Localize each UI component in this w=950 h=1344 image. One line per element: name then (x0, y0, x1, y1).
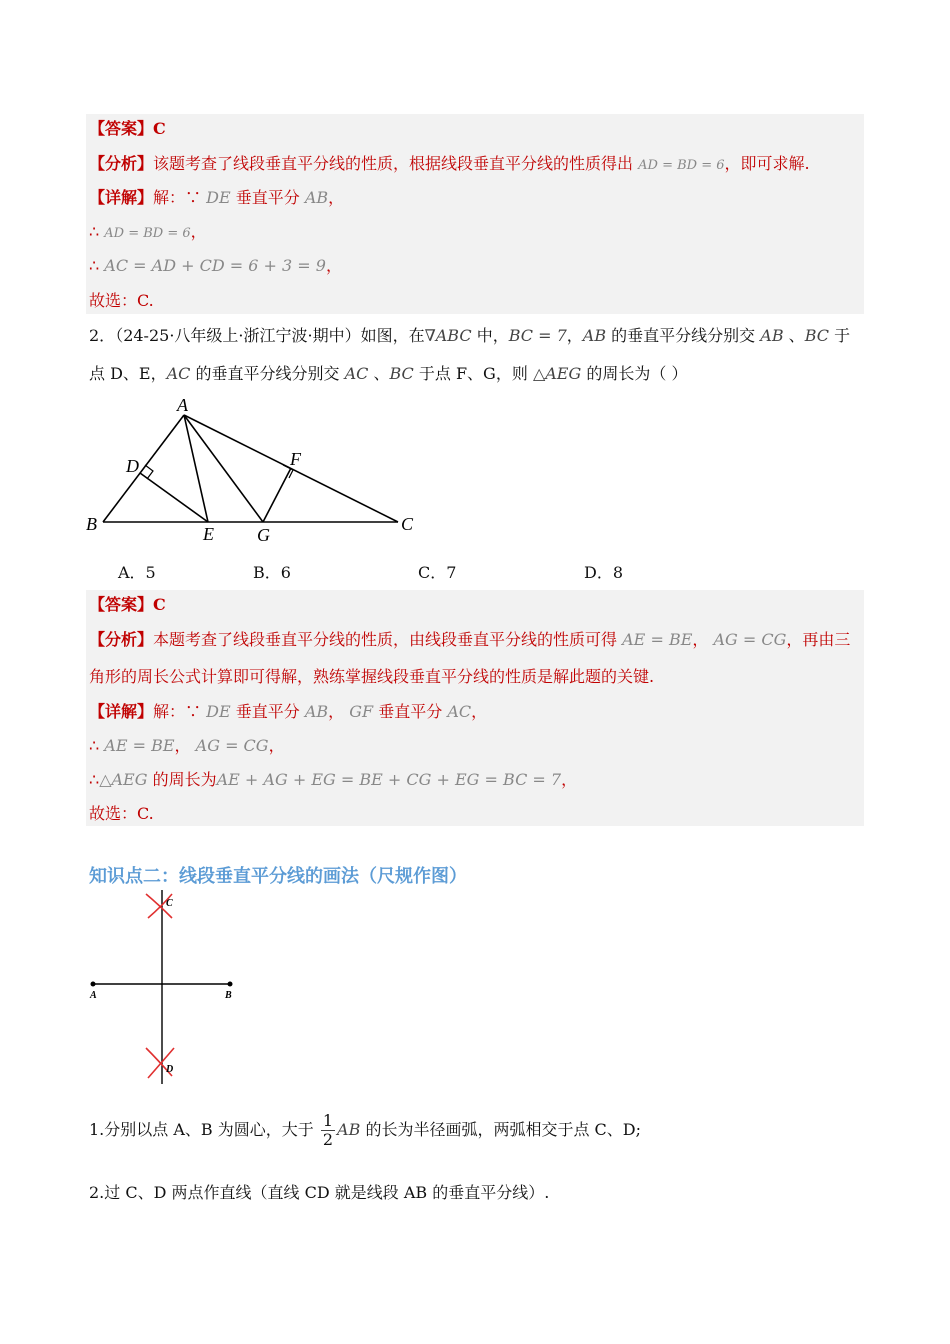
q-text: 于 (828, 326, 851, 345)
analysis-tag: 【分析】 (89, 630, 154, 649)
detail-comma: ， (328, 702, 345, 721)
step-text: 1.分别以点 A、B 为圆心，大于 (89, 1120, 314, 1139)
math-ag-cg: AG = CG (713, 630, 787, 649)
q1-detail-line (89, 187, 344, 209)
step-1 (89, 1110, 641, 1150)
detail-prefix: 解：∵ (153, 188, 202, 207)
q-text: 中， (471, 326, 509, 345)
answer-tag: 【答案】 (89, 595, 154, 614)
point-a (91, 982, 96, 987)
fraction-denominator: 2 (322, 1130, 334, 1149)
math-bc7: BC = 7 (508, 326, 567, 345)
point-b (228, 982, 233, 987)
q-text: 、 (783, 326, 805, 345)
analysis-text-end: ，即可求解. (724, 154, 810, 173)
label-b: B (225, 990, 232, 1001)
analysis-text: 本题考查了线段垂直平分线的性质，由线段垂直平分线的性质可得 (153, 630, 618, 649)
math-triangle-aeg: △AEG (99, 770, 148, 789)
label-a: A (177, 395, 188, 415)
q-text: 于点 F、G，则 (413, 364, 533, 383)
math-gf: GF (349, 702, 374, 721)
detail-tag: 【详解】 (89, 702, 154, 721)
label-f: F (290, 449, 301, 469)
segment-de (140, 473, 208, 522)
q2-step2 (89, 769, 577, 791)
q2-analysis-line1 (89, 629, 850, 651)
label-g: G (257, 525, 270, 545)
step-text: 的周长为 (147, 770, 217, 789)
q1-analysis-line (89, 153, 810, 177)
analysis-text: 该题考查了线段垂直平分线的性质，根据线段垂直平分线的性质得出 (153, 154, 634, 173)
option-c[interactable]: C．7 (418, 563, 457, 582)
q2-final (89, 803, 154, 825)
analysis-comma: ， (692, 630, 709, 649)
math-ag-cg: AG = CG (195, 736, 269, 755)
q-text: 的垂直平分线分别交 (606, 326, 761, 345)
q2-question-line2 (89, 363, 687, 385)
q-text: 点 D、E， (89, 364, 167, 383)
label-e: E (203, 524, 214, 544)
detail-text: 垂直平分 (373, 702, 448, 721)
answer-value: C (153, 595, 166, 614)
math-ab: AB (760, 326, 784, 345)
label-d: D (126, 456, 139, 476)
math-ae-be: AE = BE (104, 736, 175, 755)
final-choice: 故选：C. (89, 804, 154, 823)
detail-comma: ， (328, 188, 345, 207)
fraction-numerator: 1 (322, 1111, 334, 1130)
analysis-text: 角形的周长公式计算即可得解，熟练掌握线段垂直平分线的性质是解此题的关键. (89, 667, 655, 686)
step-text: 的长为半径画弧，两弧相交于点 C、D; (360, 1120, 641, 1139)
math-step1: AD = BD = 6 (104, 226, 191, 241)
math-step2: AC = AD + CD = 6 + 3 = 9 (104, 256, 326, 275)
math-de: DE (206, 188, 231, 207)
option-a[interactable]: A．5 (118, 563, 156, 582)
option-b[interactable]: B．6 (253, 563, 291, 582)
label-c: C (401, 514, 414, 534)
q1-solution-box (86, 114, 864, 314)
label-a: A (90, 990, 97, 1001)
math-ab: AB (337, 1120, 361, 1139)
step-end: ， (325, 256, 342, 275)
step-2 (89, 1182, 549, 1204)
q2-analysis-line2 (89, 666, 654, 688)
triangle-figure (80, 395, 430, 550)
math-bc: BC (389, 364, 414, 383)
math-expression: AD = BD = 6 (638, 158, 725, 173)
label-d: D (166, 1064, 174, 1075)
detail-text: 垂直平分 (230, 188, 305, 207)
therefore-symbol: ∴ (89, 736, 100, 755)
step-end: ， (561, 770, 578, 789)
q2-detail-line (89, 701, 487, 723)
q-text: 、 (368, 364, 390, 383)
analysis-tag: 【分析】 (89, 154, 154, 173)
q1-answer-line (89, 118, 166, 140)
detail-comma: ， (471, 702, 488, 721)
q-text: ， (566, 326, 583, 345)
math-ab: AB (304, 188, 329, 207)
q2-question-line1 (89, 325, 850, 347)
detail-prefix: 解：∵ (153, 702, 202, 721)
q-text: 的周长为（ ） (581, 364, 688, 383)
step-end: ， (190, 222, 207, 241)
detail-tag: 【详解】 (89, 188, 154, 207)
label-b: B (86, 514, 97, 534)
math-ac: AC (447, 702, 472, 721)
section-heading: 知识点二：线段垂直平分线的画法（尺规作图） (89, 866, 467, 887)
math-ab: AB (304, 702, 329, 721)
final-choice: 故选：C. (89, 291, 154, 310)
segment-fg (263, 468, 291, 522)
analysis-text: ，再由三 (786, 630, 851, 649)
detail-text: 垂直平分 (230, 702, 305, 721)
q1-final (89, 290, 154, 312)
question-number: 2． (89, 326, 116, 345)
answer-value: C (153, 119, 166, 138)
math-bc: BC (804, 326, 829, 345)
q2-answer-line (89, 594, 166, 616)
math-ae-be: AE = BE (622, 630, 693, 649)
math-de: DE (206, 702, 231, 721)
fraction-one-half (321, 1112, 335, 1149)
construction-figure (86, 888, 246, 1088)
step-text: 2.过 C、D 两点作直线（直线 CD 就是线段 AB 的垂直平分线）. (89, 1183, 550, 1202)
math-triangle-abc: ∇ABC (424, 326, 472, 345)
therefore-symbol: ∴ (89, 222, 100, 241)
math-ac: AC (344, 364, 369, 383)
therefore-symbol: ∴ (89, 256, 100, 275)
label-c: C (166, 898, 173, 909)
math-ac: AC (166, 364, 191, 383)
option-d[interactable]: D．8 (584, 563, 624, 582)
q2-step1 (89, 735, 285, 757)
step-end: ， (268, 736, 285, 755)
math-perimeter: AE + AG + EG = BE + CG + EG = BC = 7 (216, 770, 562, 789)
math-triangle-aeg: △AEG (532, 364, 582, 383)
q1-step2 (89, 255, 342, 277)
therefore-symbol: ∴ (89, 770, 100, 789)
answer-tag: 【答案】 (89, 119, 154, 138)
q-text: 的垂直平分线分别交 (190, 364, 345, 383)
math-ab: AB (582, 326, 607, 345)
question-source: （24-25·八年级上·浙江宁波·期中）如图，在 (115, 326, 425, 345)
step-comma: ， (174, 736, 191, 755)
segment-ab (103, 415, 184, 522)
q1-step1 (89, 221, 207, 245)
